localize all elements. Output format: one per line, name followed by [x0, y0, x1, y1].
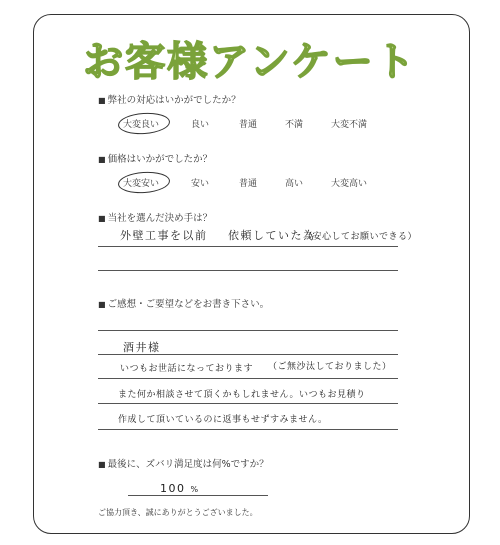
answer-line: [98, 270, 398, 271]
comment-line-3: また何か相談させて頂くかもしれません。いつもお見積り: [118, 390, 366, 400]
question-label: 当社を選んだ決め手は？: [107, 213, 213, 224]
satisfaction-value: 100: [160, 482, 186, 495]
satisfaction-unit: %: [190, 485, 199, 494]
answer-line: [98, 354, 398, 355]
question-comments: [98, 296, 269, 310]
option-normal[interactable]: 普通: [239, 120, 258, 130]
option-very-cheap[interactable]: 大変安い: [123, 176, 159, 189]
survey-title: お客様アンケート: [83, 39, 417, 85]
question-label: 価格はいかがでしたか？: [107, 154, 213, 165]
comment-line-2: いつもお世話になっております: [120, 364, 254, 374]
deciding-factor-answer: 外壁工事を以前: [120, 229, 208, 242]
answer-line: [98, 403, 398, 404]
option-very-dissatisfied[interactable]: 大変不満: [331, 120, 368, 130]
deciding-factor-answer-2: 依頼していた為: [228, 229, 316, 242]
question-service: [98, 92, 241, 106]
square-bullet-icon: ■: [98, 155, 106, 164]
price-options: [120, 176, 410, 192]
service-options: [120, 117, 410, 133]
question-price: [98, 151, 212, 165]
square-bullet-icon: ■: [98, 300, 106, 309]
square-bullet-icon: ■: [98, 214, 106, 223]
deciding-factor-note: （安心してお願いできる）: [303, 232, 418, 242]
comment-line-2b: （ご無沙汰しておりました）: [268, 362, 392, 372]
question-label: 弊社の対応はいかがでしたか？: [107, 95, 241, 106]
square-bullet-icon: ■: [98, 96, 106, 105]
answer-line: [98, 330, 398, 331]
answer-line: [98, 246, 398, 247]
question-deciding-factor: [98, 210, 212, 224]
comment-line-4: 作成して頂いているのに返事もせずすみません。: [118, 415, 328, 425]
option-very-expensive[interactable]: 大変高い: [331, 179, 368, 189]
footer-thanks: ご協力頂き、誠にありがとうございました。: [98, 508, 258, 517]
question-label: ご感想・ご要望などをお書き下さい。: [107, 299, 270, 310]
option-good[interactable]: 良い: [191, 120, 210, 130]
comment-line-1: 酒井様: [123, 341, 161, 354]
option-expensive[interactable]: 高い: [285, 179, 304, 189]
question-satisfaction: [98, 456, 269, 470]
option-cheap[interactable]: 安い: [191, 179, 210, 189]
satisfaction-answer-line: [128, 495, 268, 496]
answer-line: [98, 378, 398, 379]
square-bullet-icon: ■: [98, 460, 106, 469]
option-dissatisfied[interactable]: 不満: [285, 120, 304, 130]
satisfaction-answer: [160, 482, 198, 495]
option-normal[interactable]: 普通: [239, 179, 258, 189]
option-very-good[interactable]: 大変良い: [123, 117, 159, 130]
answer-line: [98, 429, 398, 430]
question-label: 最後に、ズバリ満足度は何%ですか？: [107, 459, 269, 470]
